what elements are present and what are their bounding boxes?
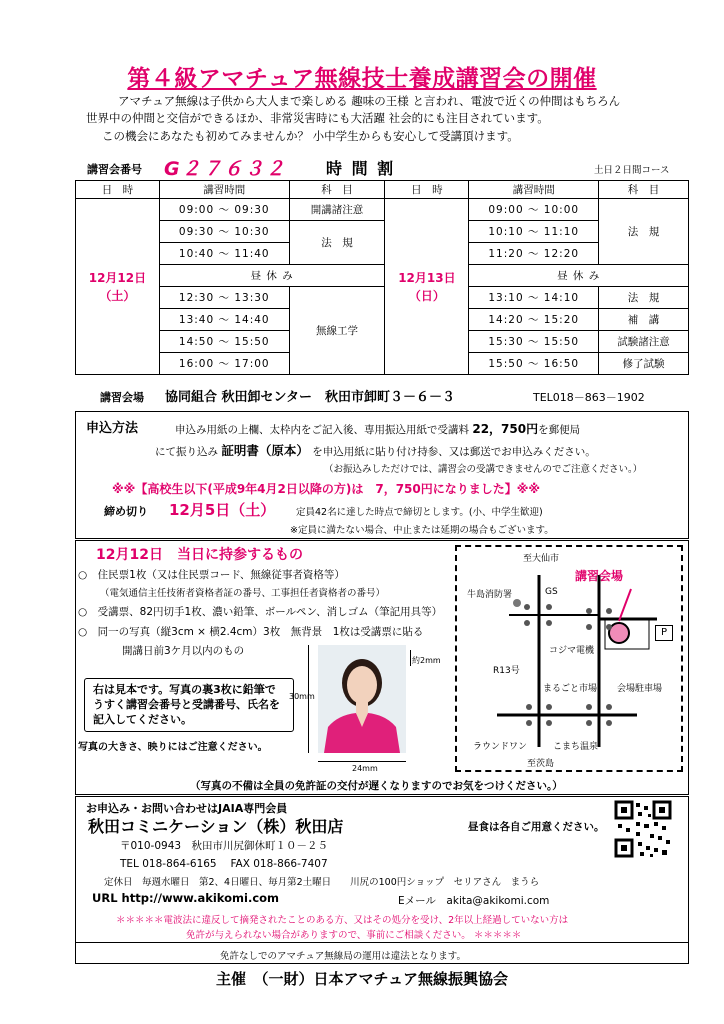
company-holidays: 定休日 毎週水曜日 第2、4日曜日、毎月第2土曜日 川尻の100円ショップ セリアさん まうら [104, 877, 540, 888]
day2-date: 12月13日 [398, 270, 456, 285]
cancel-note: ※定員に満たない場合、中止または延期の場合もございます。 [290, 525, 554, 536]
map-roads [457, 547, 681, 770]
application-text: を申込用紙に貼り付け持参、又は郵送でお申込みください。 [312, 446, 596, 458]
schedule-table [75, 180, 689, 375]
application-note: （お振込みしただけでは、講習会の受講できませんのでご注意ください。） [324, 464, 643, 475]
day1-date: 12月12日 [88, 270, 147, 285]
subject-cell: 法 規 [599, 199, 689, 265]
time-cell: 13:10 ～ 14:10 [469, 287, 599, 309]
time-cell: 10:40 ～ 11:40 [159, 243, 289, 265]
time-cell: 16:00 ～ 17:00 [159, 353, 289, 375]
application-text: を郵便局 [538, 424, 581, 436]
contact-header: お申込み・お問い合わせはJAIA専門会員 [86, 802, 288, 815]
lunch-cell: 昼 休 み [469, 265, 689, 287]
person-portrait-icon [318, 645, 406, 753]
subject-cell: 補 講 [599, 309, 689, 331]
map-fire-station: 牛島消防署 [467, 590, 513, 600]
venue-name: 協同組合 秋田卸センター 秋田市卸町３－６－３ [165, 390, 456, 405]
bring-item-3-note: 開講日前3ケ月以内のもの [122, 645, 245, 657]
page-title: 第４級アマチュア無線技士養成講習会の開催 [127, 66, 597, 92]
company-tel: TEL 018-864-6165 FAX 018-866-7407 [120, 858, 328, 870]
bring-item-2: ○ 受講票、82円切手1枚、濃い鉛筆、ボールペン、消しゴム（筆記用具等） [78, 606, 443, 618]
day1-date-cell [76, 199, 160, 375]
dim-height: 30mm [289, 692, 315, 701]
application-text: 申込み用紙の上欄、太枠内をご記入後、専用振込用紙で受講料 [175, 424, 469, 436]
intro-line-2: 世界中の仲間と交信ができるほか、非常災害時にも大活躍 社会的にも注目されています。 [86, 111, 549, 125]
map-marugoto: まるごと市場 [543, 684, 598, 694]
day2-weekday: （日） [408, 288, 445, 303]
schedule-label: 時 間 割 [326, 159, 396, 178]
organizer: 主催 （一財）日本アマチュア無線振興協会 [215, 970, 509, 988]
lunch-row [76, 265, 689, 287]
map-gs: GS [545, 587, 558, 597]
license-notice-2: 免許が与えられない場合がありますので、事前にご相談ください。 ＊＊＊＊＊ [186, 930, 522, 941]
header-cell: 日 時 [385, 181, 469, 199]
map-route: R13号 [493, 666, 520, 676]
map-roundone: ラウンドワン [473, 742, 528, 752]
dim-top: 約2mm [412, 656, 441, 665]
photo-note: 写真の大きさ、映りにはご注意ください。 [78, 742, 268, 753]
time-cell: 14:20 ～ 15:20 [469, 309, 599, 331]
table-row [76, 199, 689, 221]
subject-cell: 試験諸注意 [599, 331, 689, 353]
time-cell: 09:00 ～ 09:30 [159, 199, 289, 221]
bring-item-3: ○ 同一の写真（縦3cm × 横2.4cm）3枚 無背景 1枚は受講票に貼る [78, 626, 424, 638]
schedule-header-row [76, 181, 689, 199]
time-cell: 14:50 ～ 15:50 [159, 331, 289, 353]
time-cell: 09:00 ～ 10:00 [469, 199, 599, 221]
header-cell: 講習時間 [159, 181, 289, 199]
map-komachi: こまち温泉 [553, 742, 599, 752]
course-type: 土日２日間コース [594, 165, 670, 176]
dim-width: 24mm [352, 764, 378, 773]
certificate-text: 証明書（原本） [221, 443, 309, 458]
application-text: にて振り込み [155, 446, 218, 458]
application-label: 申込方法 [86, 421, 139, 436]
bring-heading: 12月12日 当日に持参するもの [96, 547, 303, 563]
table-row [76, 221, 689, 243]
dimension-line [318, 761, 406, 762]
time-cell: 12:30 ～ 13:30 [159, 287, 289, 309]
venue-tel: TEL018－863－1902 [533, 391, 645, 404]
map-parking-label: 会場駐車場 [617, 684, 663, 694]
application-fee: 22，750円 [472, 422, 539, 436]
header-cell: 科 目 [289, 181, 385, 199]
time-cell: 10:10 ～ 11:10 [469, 221, 599, 243]
time-cell: 13:40 ～ 14:40 [159, 309, 289, 331]
header-cell: 講習時間 [469, 181, 599, 199]
map-south-label: 至茨島 [527, 759, 555, 769]
company-address: 〒010-0943 秋田市川尻御休町１０－２５ [120, 840, 329, 852]
company-name: 秋田コミニケーション（株）秋田店 [88, 817, 344, 836]
company-url[interactable]: URL http://www.akikomi.com [92, 891, 280, 905]
header-cell: 科 目 [599, 181, 689, 199]
subject-cell: 法 規 [599, 287, 689, 309]
license-notice-1: ＊＊＊＊＊電波法に違反して摘発されたことのある方、又はその処分を受け、2年以上経過していない方は [116, 915, 569, 926]
day2-date-cell [385, 199, 469, 375]
lunch-note: 昼食は各自ご用意ください。 [468, 821, 605, 833]
license-notice-3: 免許なしでのアマチュア無線局の運用は違法となります。 [220, 951, 466, 962]
subject-cell: 開講諸注意 [289, 199, 385, 221]
header-cell: 日 時 [76, 181, 160, 199]
lunch-cell: 昼 休 み [159, 265, 385, 287]
bring-item-1: ○ 住民票1枚（又は住民票コード、無線従事者資格等） [78, 569, 345, 581]
deadline-label: 締め切り [104, 505, 148, 518]
application-line-1 [175, 420, 580, 437]
parking-icon: P [655, 625, 673, 641]
time-cell: 15:30 ～ 15:50 [469, 331, 599, 353]
time-cell: 11:20 ～ 12:20 [469, 243, 599, 265]
table-row [76, 287, 689, 309]
map-kojima: コジマ電機 [549, 646, 595, 656]
deadline-note: 定員42名に達した時点で締切とします。(小、中学生歓迎) [296, 507, 543, 518]
divider [75, 942, 689, 943]
intro-line-3: この機会にあなたも初めてみませんか？ 小中学生からも安心して受講頂けます。 [102, 129, 519, 143]
course-number-label: 講習会番号 [87, 163, 142, 176]
photo-warning: （写真の不備は全員の免許証の交付が遅くなりますのでお気をつけください。） [190, 780, 563, 792]
bring-item-1-note: （電気通信主任技術者資格者証の番号、工事担任者資格者の番号） [100, 588, 386, 599]
day1-weekday: （土） [99, 288, 136, 303]
deadline-date: 12月5日（土） [169, 501, 276, 519]
time-cell: 15:50 ～ 16:50 [469, 353, 599, 375]
venue-label: 講習会場 [100, 391, 144, 404]
map-venue-label: 講習会場 [575, 569, 624, 583]
time-cell: 09:30 ～ 10:30 [159, 221, 289, 243]
subject-cell: 修了試験 [599, 353, 689, 375]
company-email[interactable]: Eメール akita@akikomi.com [398, 895, 550, 907]
dimension-line [410, 650, 411, 666]
subject-cell: 法 規 [289, 221, 385, 265]
subject-cell: 無線工学 [289, 287, 385, 375]
sample-note: 右は見本です。写真の裏3枚に鉛筆でうすく講習会番号と受講番号、氏名を記入してください。 [84, 678, 294, 732]
access-map [455, 545, 683, 772]
student-fee-notice: ※※【高校生以下(平成9年4月2日以降の方)は 7，750円になりました】※※ [112, 482, 541, 496]
course-number: G２７６３２ [164, 158, 287, 180]
map-north-label: 至大仙市 [523, 554, 560, 564]
intro-line-1: アマチュア無線は子供から大人まで楽しめる 趣味の王様 と言われ、電波で近くの仲間はもちろん [118, 94, 621, 108]
qr-code-icon [614, 800, 672, 858]
application-line-2 [155, 441, 596, 459]
sample-photo [318, 645, 406, 753]
